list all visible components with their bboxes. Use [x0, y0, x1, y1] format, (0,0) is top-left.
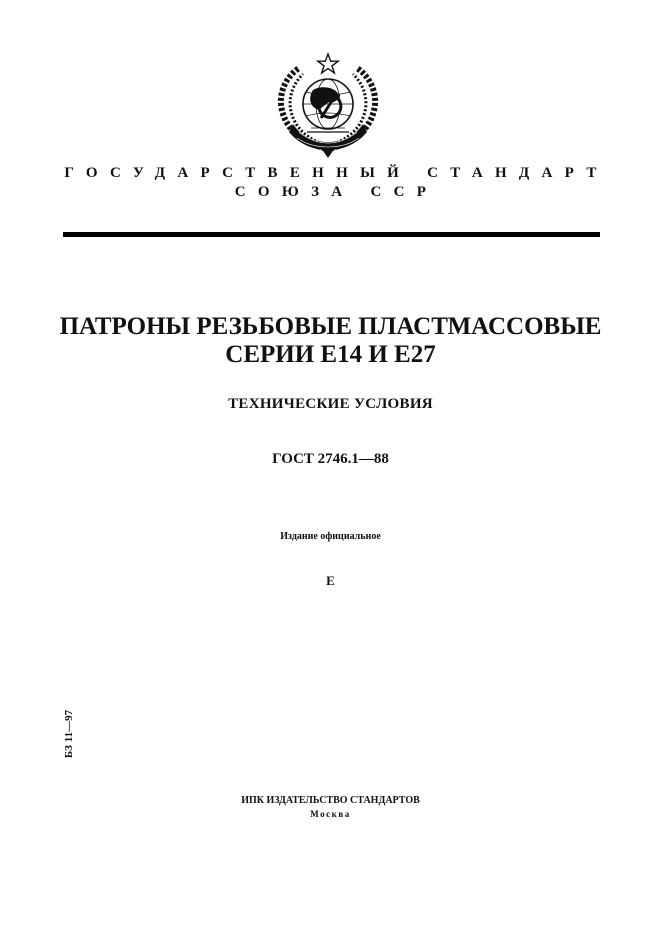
emblem-star	[318, 54, 338, 73]
edition-mark: Е	[326, 573, 335, 588]
emblem-svg	[273, 52, 383, 160]
edition-label: Издание официальное	[280, 531, 381, 542]
publisher-city: Москва	[310, 809, 351, 819]
document-title-line-2: СЕРИИ Е14 И Е27	[225, 341, 436, 368]
side-code-text: БЗ 11—97	[63, 709, 75, 759]
header-divider	[63, 232, 600, 237]
ussr-coat-of-arms-icon	[273, 52, 383, 160]
header-union: СОЮЗА ССР	[234, 184, 439, 200]
publisher-name: ИПК ИЗДАТЕЛЬСТВО СТАНДАРТОВ	[241, 795, 420, 806]
standard-number: ГОСТ 2746.1—88	[272, 451, 389, 467]
document-title-line-1: ПАТРОНЫ РЕЗЬБОВЫЕ ПЛАСТМАССОВЫЕ	[59, 313, 602, 340]
header-state-standard: ГОСУДАРСТВЕННЫЙ СТАНДАРТ	[64, 165, 609, 181]
side-code	[60, 706, 78, 762]
document-subtitle: ТЕХНИЧЕСКИЕ УСЛОВИЯ	[228, 396, 433, 412]
